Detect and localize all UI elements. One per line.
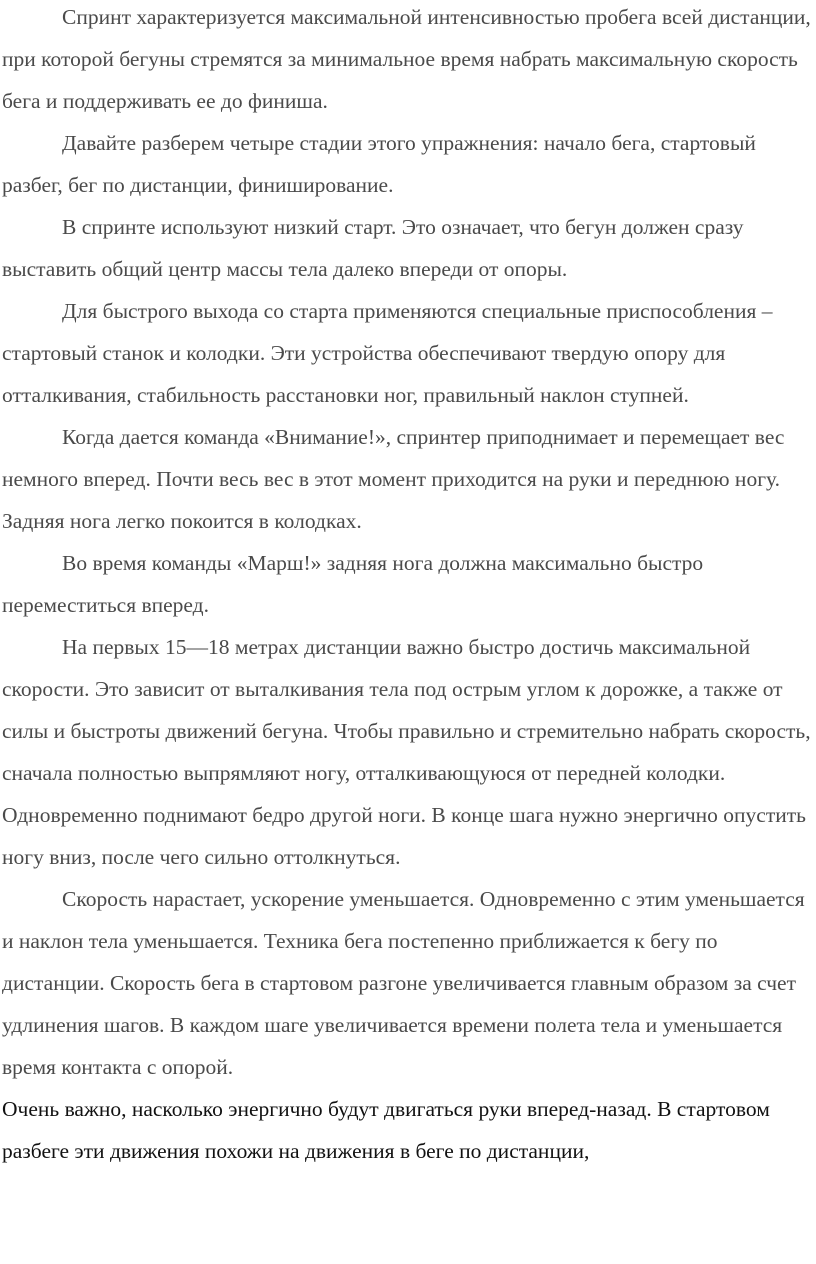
paragraph-low-start: В спринте используют низкий старт. Это означает, что бегун должен сразу выставить общий центр массы тела далеко впереди от опоры. — [2, 215, 744, 281]
paragraph-arm-movement: Очень важно, насколько энергично будут двигаться руки вперед-назад. В стартовом разбеге эти движения похожи на движения в беге по дистанции, — [2, 1097, 770, 1163]
paragraph-sprint-definition: Спринт характеризуется максимальной интенсивностью пробега всей дистанции, при которой бегуны стремятся за минимальное время набрать максимальную скорость бега и поддерживать ее до финиша. — [2, 5, 811, 113]
paragraph-starting-blocks: Для быстрого выхода со старта применяются специальные приспособления – стартовый станок и колодки. Эти устройства обеспечивают твердую опору для отталкивания, стабильность расстановки ног, правильный наклон ступней. — [2, 299, 773, 407]
paragraph-first-meters: На первых 15—18 метрах дистанции важно быстро достичь максимальной скорости. Это зависит от выталкивания тела под острым углом к дорожке, а также от силы и быстроты движений бегуна. Чтобы правильно и стремительно набрать скорость, сначала полностью выпрямляют ногу, отталкивающуюся от передней колодки. Одновременно поднимают бедро другой ноги. В конце шага нужно энергично опустить ногу вниз, после чего сильно оттолкнуться. — [2, 635, 811, 869]
paragraph-four-stages: Давайте разберем четыре стадии этого упражнения: начало бега, стартовый разбег, бег по дистанции, финиширование. — [2, 131, 756, 197]
paragraph-attention-command: Когда дается команда «Внимание!», спринтер приподнимает и перемещает вес немного вперед. Почти весь вес в этот момент приходится на руки и переднюю ногу. Задняя нога легко покоится в колодках. — [2, 425, 785, 533]
paragraph-speed-increase: Скорость нарастает, ускорение уменьшается. Одновременно с этим уменьшается и наклон тела уменьшается. Техника бега постепенно приближается к бегу по дистанции. Скорость бега в стартовом разгоне увеличивается главным образом за счет удлинения шагов. В каждом шаге увеличивается времени полета тела и уменьшается время контакта с опорой. — [2, 887, 805, 1079]
paragraph-go-command: Во время команды «Марш!» задняя нога должна максимально быстро переместиться вперед. — [2, 551, 704, 617]
